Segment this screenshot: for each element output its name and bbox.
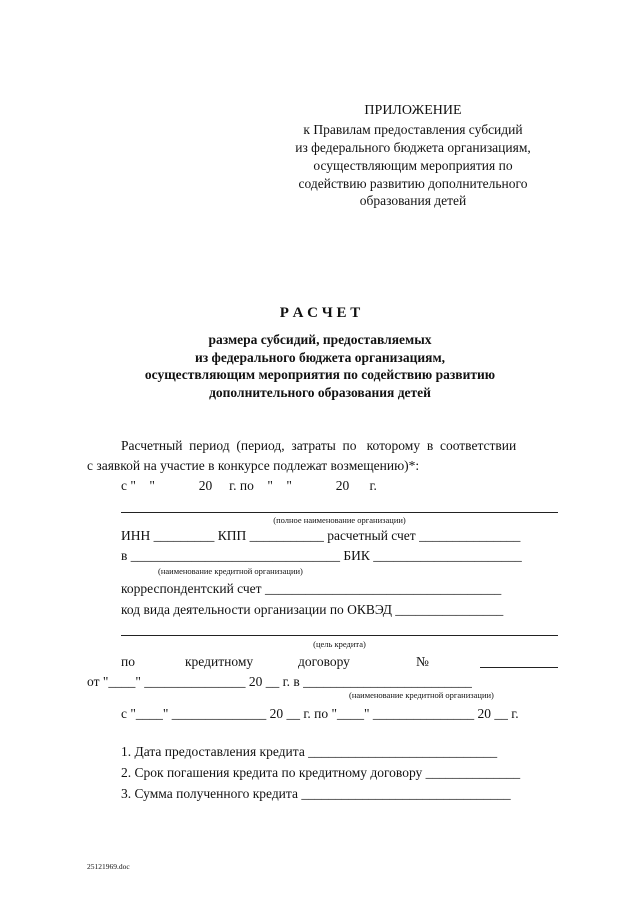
period-line-1: Расчетный период (период, затраты по которому в соответствии xyxy=(121,438,517,453)
credit-purpose-caption: (цель кредита) xyxy=(313,639,366,649)
appendix-line-5: образования детей xyxy=(359,193,467,208)
appendix-title: ПРИЛОЖЕНИЕ xyxy=(364,103,462,118)
appendix-line-3: осуществляющим мероприятия по xyxy=(313,158,513,173)
document-title: Р А С Ч Е Т xyxy=(279,305,361,321)
heading-line-3: осуществляющим мероприятия по содействию развитию xyxy=(144,367,496,382)
contract-date-line: от "____" _______________ 20 __ г. в _________________________ xyxy=(87,674,472,689)
okved-line: код вида деятельности организации по ОКВЭД ________________ xyxy=(121,602,504,617)
bank-caption: (наименование кредитной организации) xyxy=(158,566,303,576)
footer-filename: 25121969.doc xyxy=(87,862,130,871)
contract-po: по xyxy=(121,654,135,669)
correspondent-account-line: корреспондентский счет ___________________________________ xyxy=(121,581,502,596)
period-dates-line: с " " 20 г. по " " 20 г. xyxy=(121,478,377,493)
heading-line-4: дополнительного образования детей xyxy=(209,385,431,400)
bank-bik-line: в _______________________________ БИК ______________________ xyxy=(121,548,522,563)
item-credit-repayment: 2. Срок погашения кредита по кредитному договору ______________ xyxy=(121,765,521,780)
appendix-line-2: из федерального бюджета организациям, xyxy=(295,140,531,155)
credit-purpose-underline xyxy=(121,635,558,636)
inn-kpp-account-line: ИНН _________ КПП ___________ расчетный счет _______________ xyxy=(121,528,521,543)
appendix-line-4: содействию развитию дополнительного xyxy=(298,176,528,191)
org-name-underline xyxy=(121,512,558,513)
credit-term-line: с "____" ______________ 20 __ г. по "____" _______________ 20 __ г. xyxy=(121,706,519,721)
heading-line-2: из федерального бюджета организациям, xyxy=(194,350,446,365)
item-credit-date: 1. Дата предоставления кредита ____________________________ xyxy=(121,744,498,759)
contract-number-underline xyxy=(480,667,558,668)
org-name-caption: (полное наименование организации) xyxy=(273,515,406,525)
item-credit-amount: 3. Сумма полученного кредита _______________________________ xyxy=(121,786,511,801)
contract-agreement: договору xyxy=(298,654,350,669)
contract-credit: кредитному xyxy=(185,654,254,669)
appendix-line-1: к Правилам предоставления субсидий xyxy=(303,122,523,137)
contract-number-sign: № xyxy=(416,654,429,669)
heading-line-1: размера субсидий, предоставляемых xyxy=(208,332,432,347)
creditor-caption: (наименование кредитной организации) xyxy=(349,690,494,700)
period-line-2: с заявкой на участие в конкурсе подлежат возмещению)*: xyxy=(87,458,420,473)
